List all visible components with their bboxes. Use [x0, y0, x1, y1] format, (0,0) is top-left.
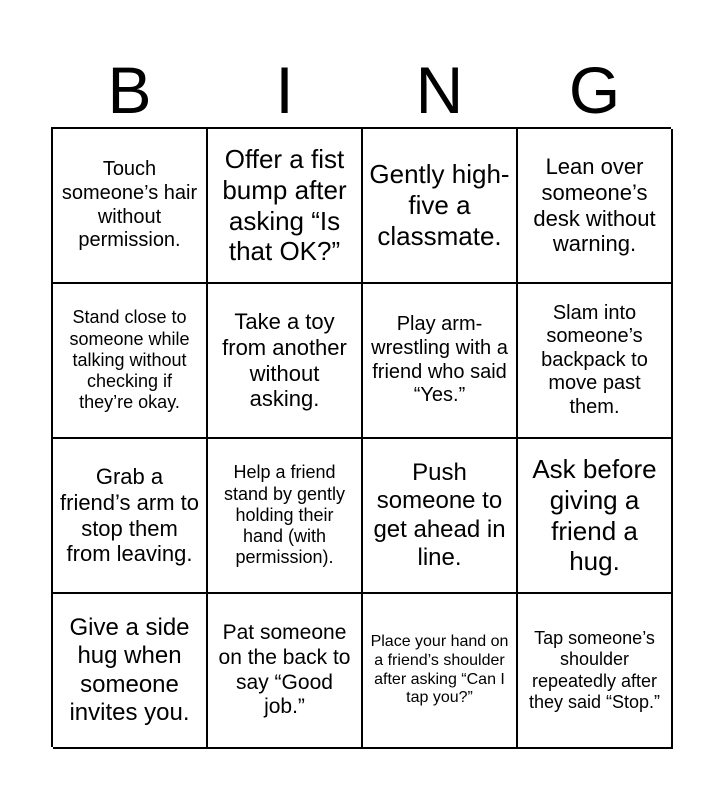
bingo-cell[interactable] — [518, 439, 673, 594]
bingo-cell[interactable] — [363, 284, 518, 439]
cell-text: Take a toy from another without asking. — [222, 308, 347, 412]
cell-text: Ask before giving a friend a hug. — [532, 454, 657, 577]
cell-text: Stand close to someone while talking without checking if they’re okay. — [69, 307, 190, 413]
bingo-cell[interactable] — [518, 129, 673, 284]
bingo-cell[interactable] — [363, 129, 518, 284]
cell-text: Place your hand on a friend’s shoulder after asking “Can I tap you?” — [370, 632, 509, 707]
cell-text: Slam into someone’s backpack to move past them. — [541, 301, 648, 418]
bingo-cell[interactable] — [518, 594, 673, 749]
bingo-cell[interactable] — [363, 594, 518, 749]
cell-text: Pat someone on the back to say “Good job.” — [218, 620, 351, 719]
bingo-cell[interactable] — [53, 439, 208, 594]
cell-text: Touch someone’s hair without permission. — [61, 158, 198, 252]
cell-text: Gently high-five a classmate. — [369, 159, 510, 251]
bingo-cell[interactable] — [363, 439, 518, 594]
header-letter-g: G — [568, 53, 621, 127]
bingo-cell[interactable] — [208, 129, 363, 284]
bingo-cell[interactable] — [53, 284, 208, 439]
bingo-cell[interactable] — [53, 129, 208, 284]
bingo-header — [52, 52, 672, 128]
cell-text: Play arm-wrestling with a friend who said “Yes.” — [371, 313, 508, 407]
bingo-cell[interactable] — [208, 284, 363, 439]
cell-text: Lean over someone’s desk without warning. — [533, 153, 656, 257]
cell-text: Tap someone’s shoulder repeatedly after they said “Stop.” — [528, 628, 661, 712]
cell-text: Grab a friend’s arm to stop them from leaving. — [60, 463, 199, 567]
bingo-cell[interactable] — [208, 594, 363, 749]
header-letter-b: B — [107, 53, 152, 127]
header-letter-i: I — [275, 53, 294, 127]
header-letter-n: N — [415, 53, 464, 127]
bingo-cell[interactable] — [53, 594, 208, 749]
cell-text: Push someone to get ahead in line. — [373, 458, 506, 571]
cell-text: Offer a fist bump after asking “Is that OK?” — [222, 144, 347, 267]
cell-text: Help a friend stand by gently holding their hand (with permission). — [223, 462, 346, 568]
bingo-cell[interactable] — [208, 439, 363, 594]
cell-text: Give a side hug when someone invites you. — [69, 613, 190, 726]
bingo-cell[interactable] — [518, 284, 673, 439]
bingo-card-grid — [51, 127, 671, 747]
